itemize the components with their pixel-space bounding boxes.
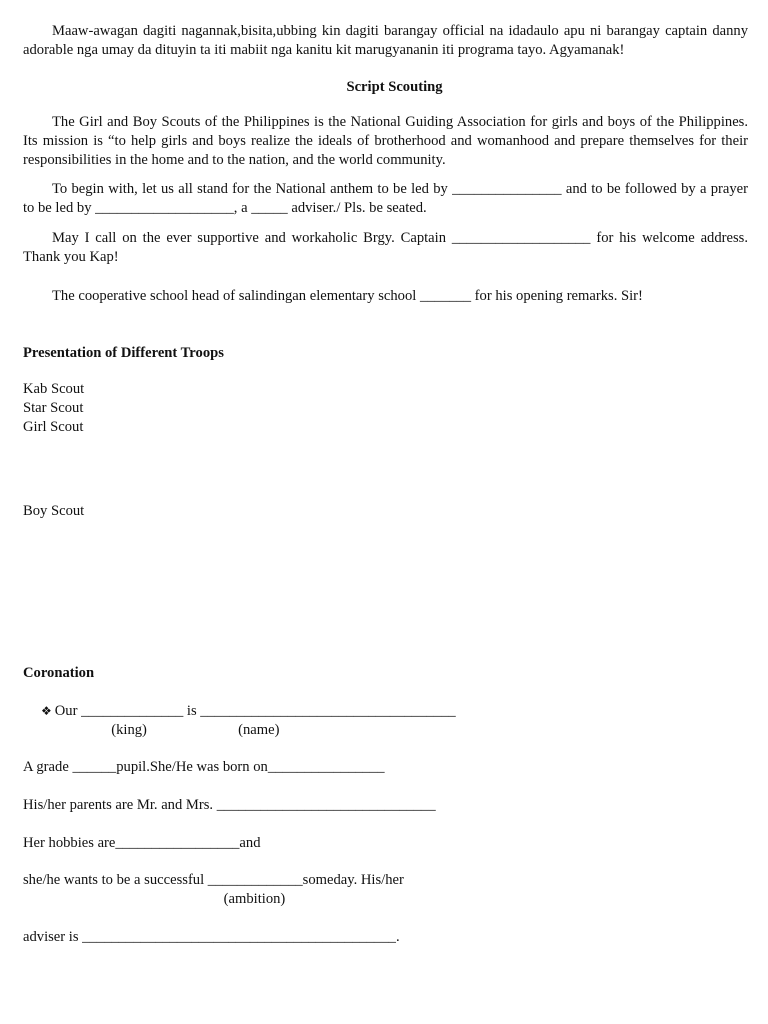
ambition-line: she/he wants to be a successful _____________someday. His/her: [23, 872, 404, 888]
king-name-sublabels: (king) (name): [93, 722, 280, 738]
opening-paragraph: The cooperative school head of salindingan elementary school _______ for his opening remarks. Sir!: [52, 288, 643, 304]
troop-item-star-scout: Star Scout: [23, 400, 84, 416]
mission-paragraph: The Girl and Boy Scouts of the Philippines is the National Guiding Association for girls and boys of the Philippines. Its mission is “to help girls and boys realize the ideals of brotherhood and womanhood and prepare themselves for their responsibilities in the home and to the nation, and the world community.: [23, 114, 748, 168]
adviser-line: adviser is ___________________________________________.: [23, 929, 400, 945]
welcome-paragraph: May I call on the ever supportive and workaholic Brgy. Captain ___________________ for his welcome address. Thank you Kap!: [23, 230, 748, 265]
grade-birth-line: A grade ______pupil.She/He was born on________________: [23, 759, 385, 775]
coronation-king-entry: [23, 702, 748, 740]
parents-line: His/her parents are Mr. and Mrs. ______________________________: [23, 797, 436, 813]
coronation-bullet-row: [23, 702, 748, 721]
troops-list: [23, 380, 748, 521]
hobbies-line: Her hobbies are_________________and: [23, 835, 261, 851]
troops-heading: Presentation of Different Troops: [23, 345, 224, 361]
coronation-heading: Coronation: [23, 665, 95, 681]
greeting-paragraph: Maaw-awagan dagiti nagannak,bisita,ubbing kin dagiti barangay official na idadaulo apu ni barangay captain danny adorable nga umay da dituyin ta iti mabiit nga kanitu kit marugyananin iti programa tayo. Agyamanak!: [23, 23, 748, 58]
king-name-line: Our ______________ is ___________________________________: [54, 703, 456, 719]
troop-item-kab-scout: Kab Scout: [23, 381, 85, 397]
troop-item-boy-scout: Boy Scout: [23, 503, 85, 519]
document-page: [23, 22, 748, 947]
troop-item-girl-scout: Girl Scout: [23, 419, 84, 435]
script-title: Script Scouting: [346, 79, 443, 95]
ambition-sublabel: (ambition): [23, 891, 286, 907]
diamond-bullet-icon: ❖: [41, 704, 52, 718]
anthem-paragraph: To begin with, let us all stand for the National anthem to be led by _______________ and to be followed by a prayer to be led by ___________________, a _____ adviser./ Pls. be seated.: [23, 181, 748, 216]
